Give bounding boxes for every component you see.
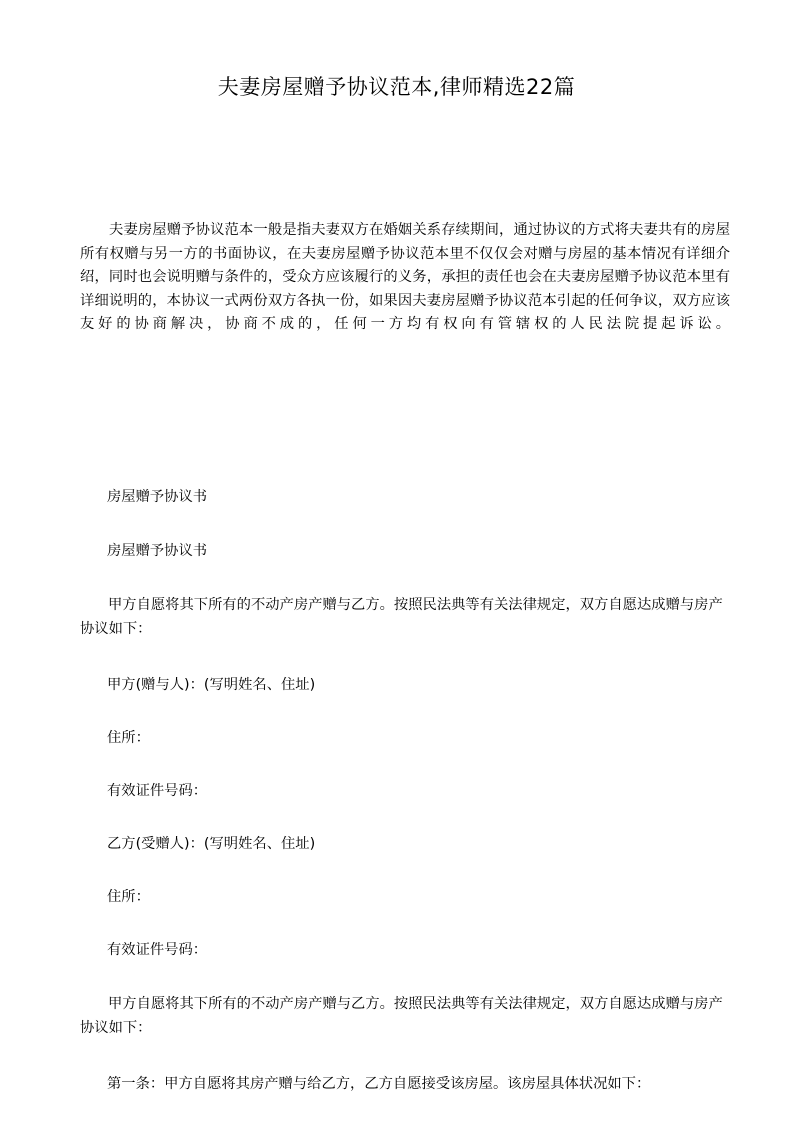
party-b-id: 有效证件号码： <box>107 942 208 958</box>
section-heading: 房屋赠予协议书 <box>107 543 208 559</box>
party-a-id: 有效证件号码： <box>107 783 208 799</box>
party-a-label: 甲方(赠与人)：(写明姓名、住址) <box>107 677 316 693</box>
party-b-address: 住所： <box>107 889 150 905</box>
intro-paragraph: 夫妻房屋赠予协议范本一般是指夫妻双方在婚姻关系存续期间，通过协议的方式将夫妻共有的房屋所有权赠与另一方的书面协议，在夫妻房屋赠予协议范本里不仅仅会对赠与房屋的基本情况有详细介绍，同时也会说明赠与条件的，受众方应该履行的义务，承担的责任也会在夫妻房屋赠予协议范本里有详细说明的，本协议一式两份双方各执一份，如果因夫妻房屋赠予协议范本引起的任何争议，双方应该友好的协商解决，协商不成的，任何一方均有权向有管辖权的人民法院提起诉讼。 <box>80 222 730 332</box>
document-title: 夫妻房屋赠予协议范本,律师精选22篇 <box>217 75 576 99</box>
clause-paragraph: 甲方自愿将其下所有的不动产房产赠与乙方。按照民法典等有关法律规定，双方自愿达成赠与房产协议如下： <box>80 597 723 637</box>
article-paragraph: 第一条：甲方自愿将其房产赠与给乙方，乙方自愿接受该房屋。该房屋具体状况如下： <box>107 1076 651 1092</box>
party-a-address: 住所： <box>107 730 150 746</box>
section-heading: 房屋赠予协议书 <box>107 489 208 505</box>
clause-paragraph: 甲方自愿将其下所有的不动产房产赠与乙方。按照民法典等有关法律规定，双方自愿达成赠与房产协议如下： <box>80 996 723 1036</box>
party-b-label: 乙方(受赠人)：(写明姓名、住址) <box>107 836 316 852</box>
